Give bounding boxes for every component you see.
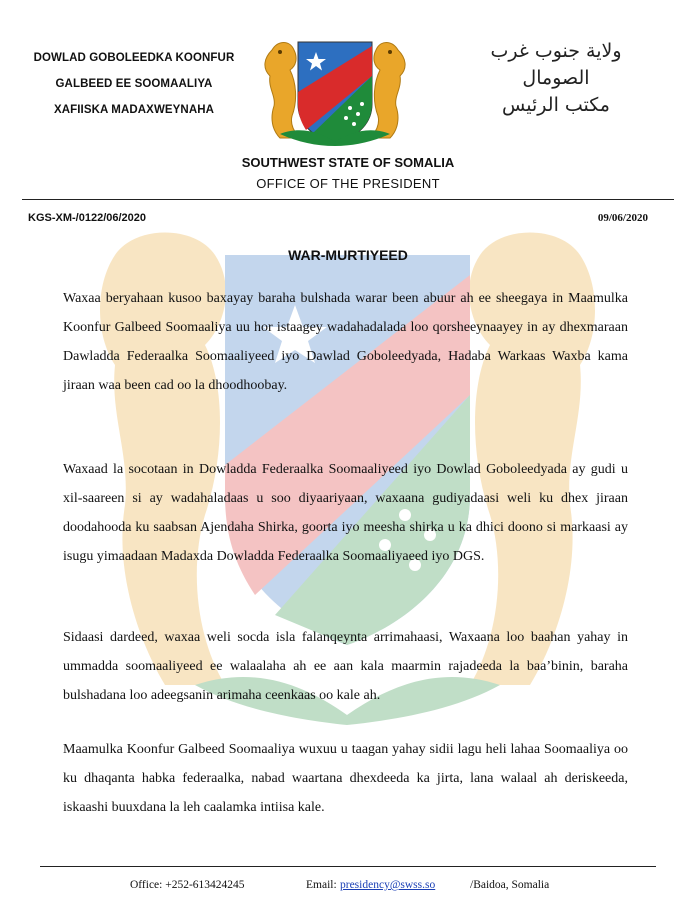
footer-location: /Baidoa, Somalia [470, 879, 550, 891]
paragraph-3-block [63, 623, 628, 710]
footer-email-link[interactable]: presidency@swss.so [340, 879, 436, 891]
emblem-shield-icon [298, 42, 372, 144]
header-left-line: DOWLAD GOBOLEEDKA KOONFUR [33, 52, 235, 64]
header-right-line: مكتب الرئيس [502, 94, 610, 116]
paragraph: Waxaad la socotaan in Dowladda Federaalka Soomaaliyeed iyo Dowlad Goboleedyada ay gudi u xil-saareen si ay wadahaladaas u soo diyaariyaan, waxaana gudiyadaasi weli ku dhex jiraan doodahooda ku saabsan Ajendaha Shirka, goorta iyo meesha shirka u ka dhici doono si markaasi ay isugu yimaadaan Madaxda Dowladda Federaalka Soomaaliyaeed iyo DGS. [63, 462, 628, 564]
header-left-line: XAFIISKA MADAXWEYNAHA [53, 104, 215, 116]
header-left-somali [14, 45, 254, 123]
document-title: WAR-MURTIYEED [288, 247, 408, 263]
left-lion-icon [265, 43, 302, 139]
reference-number: KGS-XM-/0122/06/2020 [28, 212, 147, 224]
office-name: OFFICE OF THE PRESIDENT [256, 176, 440, 191]
paragraph: Maamulka Koonfur Galbeed Soomaaliya wuxuu u taagan yahay sidii lagu heli lahaa Soomaaliya oo ku dhaqanta habka federaalka, nabad waartana dhexdeeda ka jirta, lana walaal ah deriskeeda, iskaashi buuxdana la leh caalamka intiisa kale. [63, 742, 628, 815]
footer-email-label: Email: [306, 879, 337, 891]
state-name: SOUTHWEST STATE OF SOMALIA [241, 155, 455, 170]
paragraph-4-block [63, 735, 628, 822]
footer-phone: Office: +252-613424245 [130, 879, 245, 891]
right-lion-icon [368, 43, 405, 139]
header-divider [22, 199, 674, 200]
paragraph: Waxaa beryahaan kusoo baxayay baraha bulshada warar been abuur ah ee sheegaya in Maamulka Koonfur Galbeed Soomaaliya uu hor istaagey wadahadalada loo qorsheeynaayey in ay dhexmaraan Dawladda Federaalka Soomaaliyeed iyo Dawlad Goboleedyada, Hadaba Warkaas Waxba kama jiraan waa been cad oo la dhoodhoobay. [63, 291, 628, 393]
header-right-line: ولاية جنوب غرب [490, 40, 622, 62]
header-right-line: الصومال [522, 67, 590, 89]
paragraph-1-block [63, 284, 628, 400]
paragraph-2-block [63, 455, 628, 571]
state-emblem [250, 30, 420, 148]
paragraph: Sidaasi dardeed, waxaa weli socda isla falanqeynta arrimahaasi, Waxaana loo baahan yahay in ummadda soomaaliyeed ee walaalaha ah ee aan kala maarmin rajadeeda la baa’binin, baraha bulshadana loo adeegsanin arimaha ceenkaas oo kale ah. [63, 630, 628, 703]
document-date: 09/06/2020 [597, 212, 648, 224]
footer-divider [40, 866, 656, 867]
header-right-arabic [456, 38, 656, 119]
header-left-line: GALBEED EE SOOMAALIYA [55, 78, 213, 90]
